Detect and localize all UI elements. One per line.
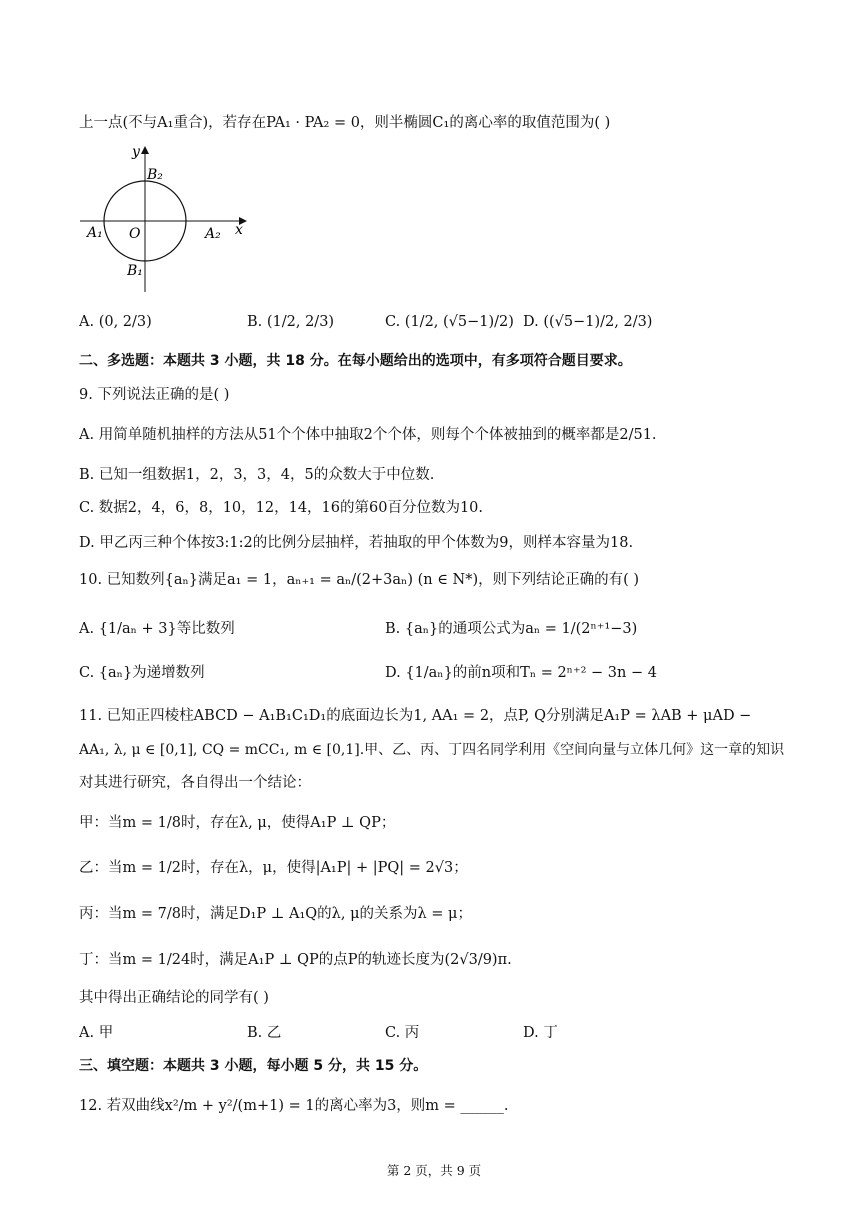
q9-option-c: C. 数据2，4，6，8，10，12，14，16的第60百分位数为10.	[79, 500, 484, 516]
q8-option-b: B. (1/2, 2/3)	[247, 314, 335, 330]
q8-option-a: A. (0, 2/3)	[79, 314, 152, 330]
q11-line-3: 对其进行研究，各自得出一个结论：	[79, 775, 311, 791]
q11-ding: 丁：当m = 1/24时，满足A₁P ⊥ QP的点P的轨迹长度为(2√3/9)π.	[79, 952, 512, 968]
q9-stem: 9. 下列说法正确的是( )	[79, 387, 230, 403]
section-3-heading: 三、填空题：本题共 3 小题，每小题 5 分，共 15 分。	[79, 1058, 428, 1074]
q11-option-b: B. 乙	[247, 1025, 282, 1041]
y-axis-label: y	[132, 144, 140, 160]
page-footer: 第 2 页，共 9 页	[386, 1163, 482, 1178]
q11-ask: 其中得出正确结论的同学有( )	[79, 990, 269, 1006]
q11-line-1: 11. 已知正四棱柱ABCD − A₁B₁C₁D₁的底面边长为1, AA₁ = 2，点P, Q分别满足A₁P = λAB + μAD −	[79, 708, 752, 724]
q9-option-d: D. 甲乙丙三种个体按3:1:2的比例分层抽样，若抽取的甲个体数为9，则样本容量为18.	[79, 535, 634, 551]
q11-option-d: D. 丁	[523, 1025, 558, 1041]
q11-option-a: A. 甲	[79, 1025, 114, 1041]
q10-option-c: C. {aₙ}为递增数列	[79, 665, 205, 681]
q8-option-d: D. ((√5−1)/2, 2/3)	[523, 314, 653, 330]
a1-label: A₁	[87, 225, 103, 241]
q10-stem: 10. 已知数列{aₙ}满足a₁ = 1，aₙ₊₁ = aₙ/(2+3aₙ) (n ∈ N*)，则下列结论正确的有( )	[79, 572, 640, 588]
q9-option-b: B. 已知一组数据1，2，3，3，4，5的众数大于中位数.	[79, 467, 435, 483]
q8-option-c: C. (1/2, (√5−1)/2)	[385, 314, 514, 330]
q10-option-a: A. {1/aₙ + 3}等比数列	[79, 621, 235, 637]
x-axis-label: x	[235, 222, 243, 238]
q10-option-b: B. {aₙ}的通项公式为aₙ = 1/(2ⁿ⁺¹−3)	[385, 621, 638, 637]
a2-label: A₂	[205, 226, 221, 242]
origin-label: O	[129, 226, 141, 242]
q11-line-2: AA₁, λ, μ ∈ [0,1], CQ = mCC₁, m ∈ [0,1].甲、乙、丙、丁四名同学利用《空间向量与立体几何》这一章的知识	[79, 742, 785, 758]
q11-bing: 丙：当m = 7/8时，满足D₁P ⊥ A₁Q的λ, μ的关系为λ = μ；	[79, 906, 472, 922]
b1-label: B₁	[127, 263, 143, 279]
q8-tail: 上一点(不与A₁重合)，若存在PA₁ · PA₂ = 0，则半椭圆C₁的离心率的取值范围为( )	[79, 115, 611, 131]
q11-jia: 甲：当m = 1/8时，存在λ, μ，使得A₁P ⊥ QP；	[79, 815, 396, 831]
ellipse-figure	[75, 140, 255, 300]
b2-label: B₂	[147, 167, 163, 183]
q11-option-c: C. 丙	[385, 1025, 420, 1041]
q9-option-a: A. 用简单随机抽样的方法从51个个体中抽取2个个体，则每个个体被抽到的概率都是2/51.	[79, 427, 657, 443]
q11-yi: 乙：当m = 1/2时，存在λ，μ，使得|A₁P| + |PQ| = 2√3；	[79, 860, 468, 876]
section-2-heading: 二、多选题：本题共 3 小题，共 18 分。在每小题给出的选项中，有多项符合题目要求。	[79, 353, 632, 369]
q12-stem: 12. 若双曲线x²/m + y²/(m+1) = 1的离心率为3，则m = ______.	[79, 1098, 509, 1114]
q10-option-d: D. {1/aₙ}的前n项和Tₙ = 2ⁿ⁺² − 3n − 4	[385, 665, 657, 681]
